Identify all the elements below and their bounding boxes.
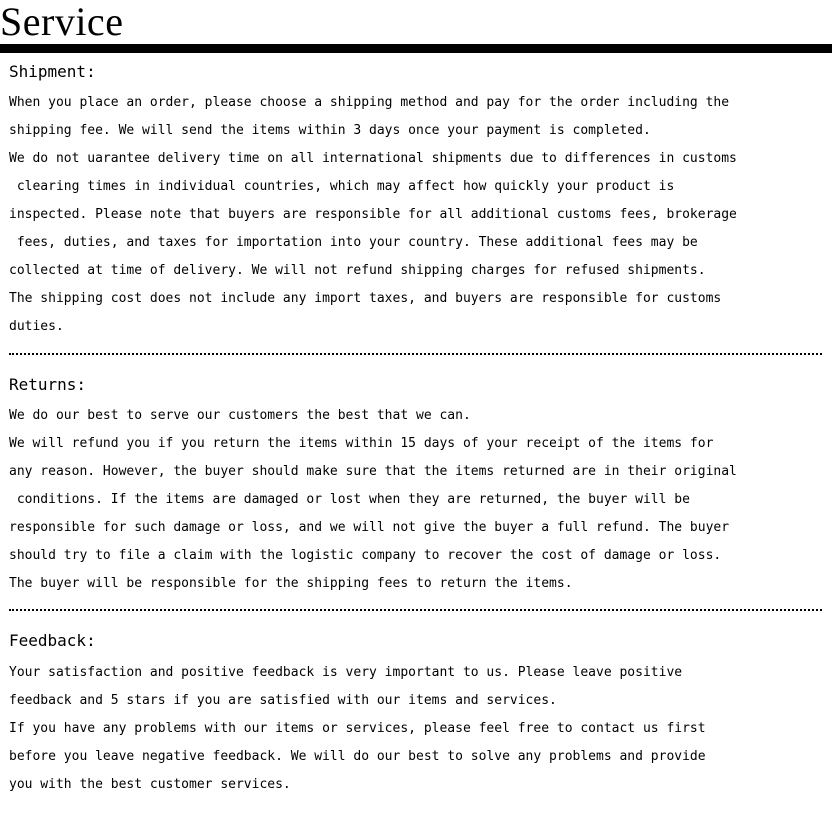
shipment-heading: Shipment: <box>9 62 96 81</box>
feedback-line: Your satisfaction and positive feedback is very important to us. Please leave positive <box>9 665 683 680</box>
returns-line: conditions. If the items are damaged or lost when they are returned, the buyer will be <box>9 492 690 507</box>
title-divider <box>0 44 832 53</box>
shipment-line: fees, duties, and taxes for importation into your country. These additional fees may be <box>9 235 698 250</box>
returns-line: The buyer will be responsible for the shipping fees to return the items. <box>9 576 573 591</box>
returns-line: responsible for such damage or loss, and we will not give the buyer a full refund. The buyer <box>9 520 730 535</box>
shipment-line: clearing times in individual countries, which may affect how quickly your product is <box>9 179 675 194</box>
returns-line: We do our best to serve our customers the best that we can. <box>9 408 471 423</box>
shipment-line: The shipping cost does not include any import taxes, and buyers are responsible for customs <box>9 291 722 306</box>
shipment-line: We do not uarantee delivery time on all international shipments due to differences in customs <box>9 151 737 166</box>
returns-line: any reason. However, the buyer should make sure that the items returned are in their original <box>9 464 737 479</box>
returns-line: We will refund you if you return the items within 15 days of your receipt of the items for <box>9 436 714 451</box>
shipment-line: inspected. Please note that buyers are responsible for all additional customs fees, brokerage <box>9 207 737 222</box>
returns-line: should try to file a claim with the logistic company to recover the cost of damage or loss. <box>9 548 722 563</box>
returns-heading: Returns: <box>9 375 87 394</box>
shipment-line: shipping fee. We will send the items within 3 days once your payment is completed. <box>9 123 651 138</box>
section-divider <box>9 353 822 355</box>
returns-text <box>9 402 824 598</box>
page-title: Service <box>0 0 124 44</box>
feedback-line: If you have any problems with our items or services, please feel free to contact us first <box>9 721 706 736</box>
shipment-line: duties. <box>9 319 64 334</box>
shipment-line: When you place an order, please choose a shipping method and pay for the order including the <box>9 95 730 110</box>
feedback-heading: Feedback: <box>9 631 96 650</box>
feedback-line: you with the best customer services. <box>9 777 291 792</box>
feedback-line: feedback and 5 stars if you are satisfied with our items and services. <box>9 693 557 708</box>
feedback-line: before you leave negative feedback. We will do our best to solve any problems and provide <box>9 749 706 764</box>
section-divider <box>9 609 822 611</box>
shipment-text <box>9 89 824 341</box>
feedback-text <box>9 659 824 799</box>
shipment-line: collected at time of delivery. We will not refund shipping charges for refused shipments. <box>9 263 706 278</box>
